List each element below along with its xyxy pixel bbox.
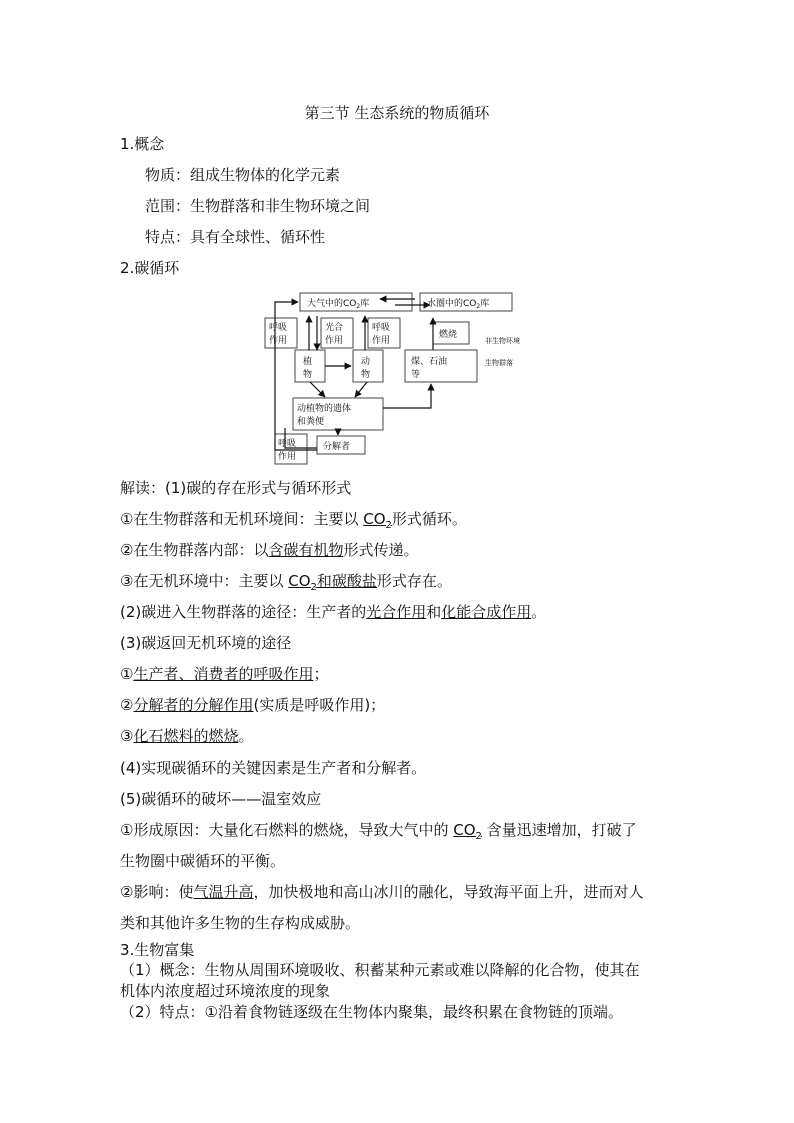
carbon-cycle-diagram: [255, 288, 545, 468]
interp-line-11: (5)碳循环的破坏——温室效应: [120, 790, 322, 808]
atmosphere-co2-label: 大气中的$CO_2$库: [307, 299, 370, 310]
respiration-1-line1: 呼吸: [269, 323, 288, 333]
interp-line-14: ②影响：使气温升高，加快极地和高山冰川的融化，导致海平面上升，进而对人: [120, 883, 644, 901]
bioaccum-line-3: （2）特点：①沿着食物链逐级在生物体内聚集，最终积累在食物链的顶端。: [120, 1003, 623, 1021]
interp-line-1: 解读：(1)碳的存在形式与循环形式: [120, 479, 352, 497]
section-3-heading: 3.生物富集: [120, 941, 195, 959]
interp-line-10: (4)实现碳循环的关键因素是生产者和分解者。: [120, 759, 427, 777]
interp-line-15: 类和其他许多生物的生存构成威胁。: [120, 914, 361, 932]
bioaccum-line-2: 机体内浓度超过环境浓度的现象: [120, 982, 331, 1000]
bioaccum-line-1: （1）概念：生物从周围环境吸收、积蓄某种元素或难以降解的化合物，使其在: [120, 961, 640, 979]
nonbiotic-env-label: 非生物环境: [485, 337, 520, 345]
interp-line-12: ①形成原因：大量化石燃料的燃烧，导致大气中的 $CO_2$ 含量迅速增加，打破了: [120, 821, 637, 842]
interp-line-9: ③化石燃料的燃烧。: [120, 727, 254, 745]
plant-line1: 植: [303, 357, 313, 367]
hydrosphere-co2-label: 水圈中的$CO_2$库: [427, 299, 490, 310]
interp-line-2: ①在生物群落和无机环境间：主要以 $CO_2$形式循环。: [120, 510, 467, 531]
animal-line1: 动: [361, 357, 371, 367]
interp-line-4: ③在无机环境中：主要以 $CO_2$和碳酸盐形式存在。: [120, 572, 452, 593]
animal-line2: 物: [361, 370, 371, 380]
respiration-2-line1: 呼吸: [372, 323, 391, 333]
interp-line-3: ②在生物群落内部：以含碳有机物形式传递。: [120, 541, 419, 559]
fossil-fuel-line2: 等: [411, 370, 421, 380]
respiration-2-line2: 作用: [372, 336, 391, 346]
concept-feature: 特点：具有全球性、循环性: [145, 228, 326, 246]
biotic-community-label: 生物群落: [485, 359, 513, 367]
concept-scope: 范围：生物群落和非生物环境之间: [145, 197, 371, 215]
plant-line2: 物: [303, 370, 313, 380]
decomposer-label: 分解者: [323, 442, 351, 452]
interp-line-5: (2)碳进入生物群落的途径：生产者的光合作用和化能合成作用。: [120, 603, 547, 621]
remains-line1: 动植物的遗体: [297, 404, 352, 414]
remains-line2: 和粪便: [297, 417, 325, 427]
interp-line-13: 生物圈中碳循环的平衡。: [120, 852, 286, 870]
interp-line-6: (3)碳返回无机环境的途径: [120, 634, 292, 652]
section-2-heading: 2.碳循环: [120, 259, 180, 277]
fossil-fuel-line1: 煤、石油: [411, 357, 448, 367]
interp-line-7: ①生产者、消费者的呼吸作用；: [120, 665, 329, 683]
page-title: 第三节 生态系统的物质循环: [304, 104, 490, 122]
interp-line-8: ②分解者的分解作用(实质是呼吸作用)；: [120, 696, 386, 714]
respiration-3-line2: 作用: [278, 452, 297, 462]
photosynthesis-line1: 光合: [325, 323, 344, 333]
combustion-label: 燃烧: [439, 330, 458, 340]
concept-matter: 物质：组成生物体的化学元素: [145, 166, 341, 184]
respiration-1-line2: 作用: [269, 336, 288, 346]
section-1-heading: 1.概念: [120, 135, 165, 153]
respiration-3-line1: 呼吸: [278, 439, 297, 449]
photosynthesis-line2: 作用: [325, 336, 344, 346]
